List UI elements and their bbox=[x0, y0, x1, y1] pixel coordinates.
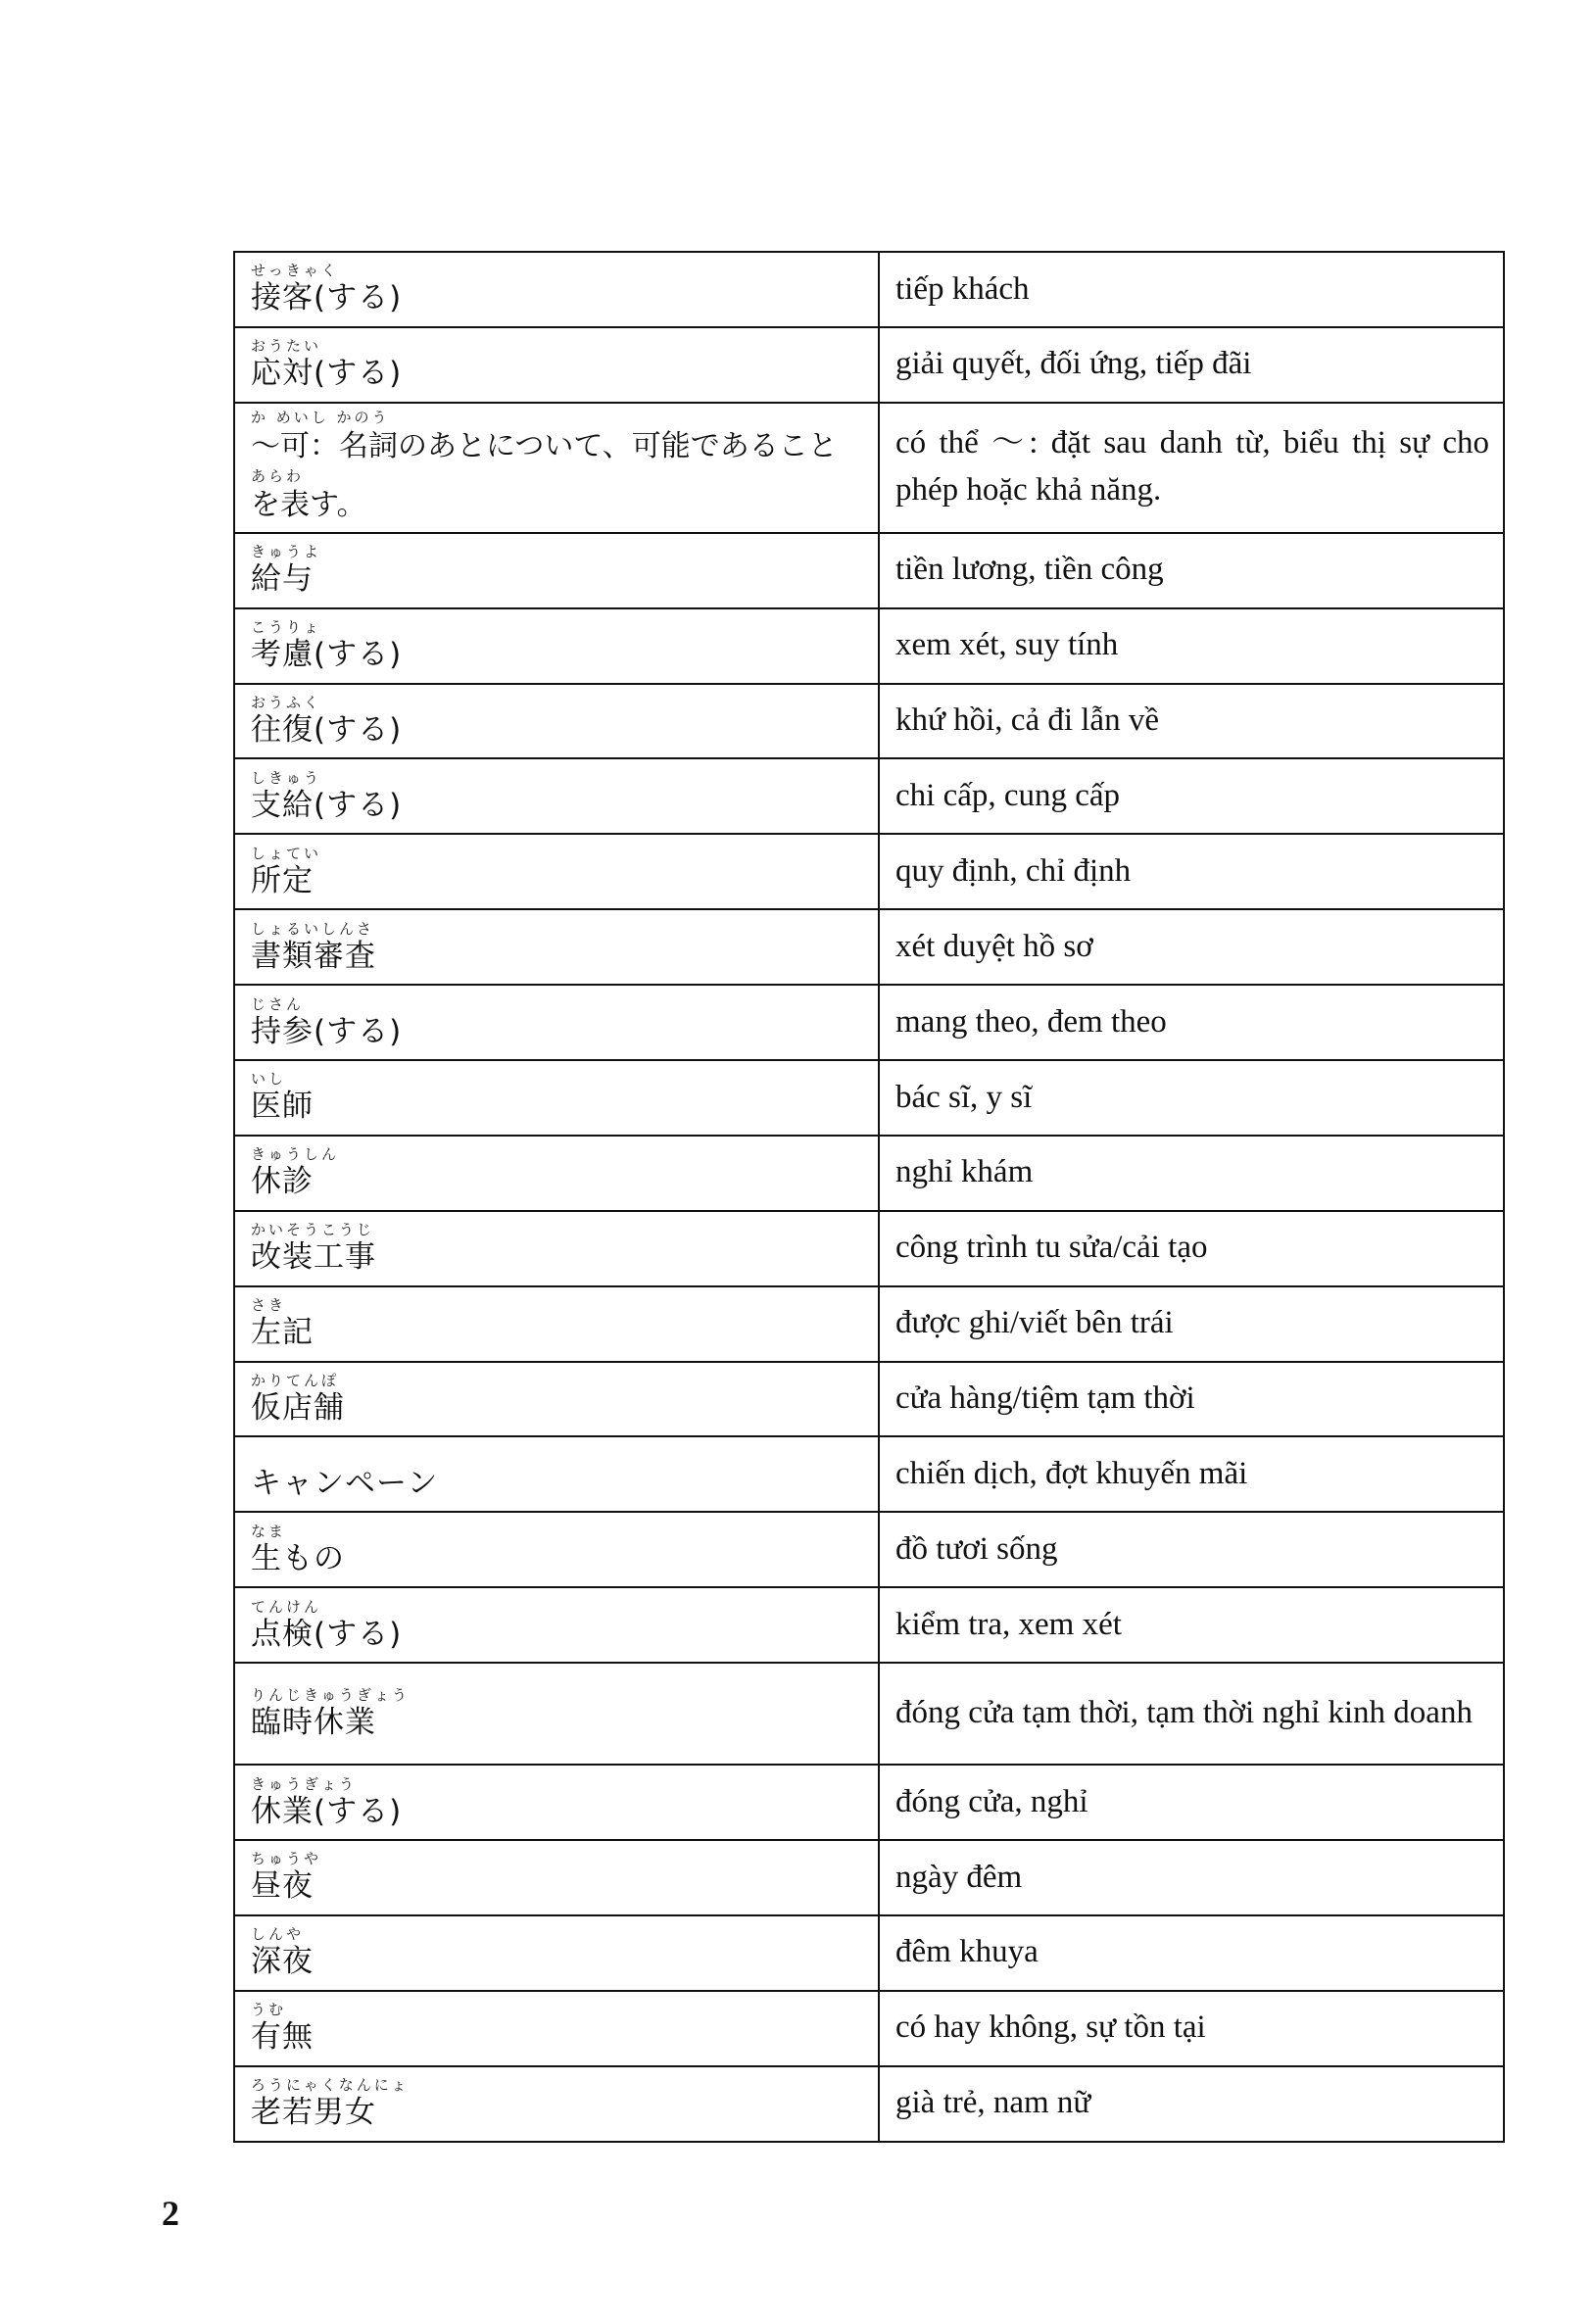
table-row bbox=[234, 834, 1504, 909]
japanese-term: 医師 bbox=[251, 1089, 314, 1125]
japanese-term-cell bbox=[234, 2066, 879, 2142]
japanese-term-cell bbox=[234, 1060, 879, 1136]
furigana-reading: うむ bbox=[251, 2001, 287, 2019]
vietnamese-meaning: khứ hồi, cả đi lẫn về bbox=[879, 684, 1504, 759]
japanese-term-cell bbox=[234, 1765, 879, 1840]
furigana-reading-line2: あらわ bbox=[251, 467, 305, 486]
table-row bbox=[234, 1915, 1504, 1991]
japanese-term: 左記 bbox=[251, 1315, 314, 1351]
furigana-reading: せっきゃく bbox=[251, 262, 339, 280]
vietnamese-meaning: nghỉ khám bbox=[879, 1136, 1504, 1211]
furigana-reading: か めいし かのう bbox=[251, 409, 390, 427]
japanese-term: 書類審査 bbox=[251, 938, 376, 974]
table-row bbox=[234, 1663, 1504, 1765]
furigana-reading: おうふく bbox=[251, 694, 322, 711]
vietnamese-meaning: đóng cửa, nghỉ bbox=[879, 1765, 1504, 1840]
japanese-term-cell bbox=[234, 1211, 879, 1286]
japanese-term: 改装工事 bbox=[251, 1239, 376, 1276]
japanese-term-cell bbox=[234, 327, 879, 403]
table-row bbox=[234, 1765, 1504, 1840]
japanese-term-cell bbox=[234, 834, 879, 909]
vietnamese-meaning: có hay không, sự tồn tại bbox=[879, 1991, 1504, 2066]
japanese-term: 休診 bbox=[251, 1164, 314, 1200]
table-row bbox=[234, 2066, 1504, 2142]
japanese-term: 支給(する) bbox=[251, 787, 403, 823]
japanese-term: 考慮(する) bbox=[251, 637, 403, 673]
japanese-term: 点検(する) bbox=[251, 1616, 403, 1652]
table-row bbox=[234, 1286, 1504, 1362]
vietnamese-meaning: mang theo, đem theo bbox=[879, 985, 1504, 1060]
vietnamese-meaning: xét duyệt hồ sơ bbox=[879, 909, 1504, 985]
vietnamese-meaning: bác sĩ, y sĩ bbox=[879, 1060, 1504, 1136]
vietnamese-meaning: kiểm tra, xem xét bbox=[879, 1587, 1504, 1663]
furigana-reading: おうたい bbox=[251, 337, 322, 356]
furigana-reading: しきゅう bbox=[251, 768, 322, 787]
table-row bbox=[234, 608, 1504, 684]
furigana-reading: りんじきゅうぎょう bbox=[251, 1686, 411, 1705]
furigana-reading: きゅうしん bbox=[251, 1145, 340, 1164]
furigana-reading: こうりょ bbox=[251, 618, 322, 637]
furigana-reading: かいそうこうじ bbox=[251, 1221, 375, 1239]
vietnamese-meaning: cửa hàng/tiệm tạm thời bbox=[879, 1362, 1504, 1437]
japanese-term: 持参(する) bbox=[251, 1013, 403, 1049]
japanese-term: 生もの bbox=[251, 1540, 345, 1576]
table-row bbox=[234, 1136, 1504, 1211]
vietnamese-meaning: giải quyết, đối ứng, tiếp đãi bbox=[879, 327, 1504, 403]
japanese-term-cell bbox=[234, 1436, 879, 1512]
japanese-term-cell bbox=[234, 1915, 879, 1991]
table-row bbox=[234, 1512, 1504, 1587]
vietnamese-meaning: công trình tu sửa/cải tạo bbox=[879, 1211, 1504, 1286]
japanese-term-cell bbox=[234, 758, 879, 834]
furigana-reading: ちゅうや bbox=[251, 1850, 322, 1868]
vocabulary-table bbox=[233, 251, 1505, 2143]
japanese-term: 老若男女 bbox=[251, 2095, 376, 2131]
table-row bbox=[234, 252, 1504, 327]
japanese-term: 往復(する) bbox=[251, 712, 403, 748]
japanese-term-cell bbox=[234, 1512, 879, 1587]
japanese-term-cell bbox=[234, 1840, 879, 1915]
japanese-term: キャンペーン bbox=[251, 1465, 439, 1501]
vietnamese-meaning: tiếp khách bbox=[879, 252, 1504, 327]
japanese-term: 臨時休業 bbox=[251, 1705, 376, 1741]
furigana-reading: しょるいしんさ bbox=[251, 919, 375, 938]
japanese-term-cell bbox=[234, 1587, 879, 1663]
japanese-term: 所定 bbox=[251, 862, 314, 898]
japanese-term: 給与 bbox=[251, 561, 314, 598]
japanese-term: 有無 bbox=[251, 2019, 314, 2056]
furigana-reading: きゅうよ bbox=[251, 543, 322, 561]
japanese-term-cell bbox=[234, 1663, 879, 1765]
furigana-reading: なま bbox=[251, 1522, 287, 1540]
furigana-reading: いし bbox=[251, 1070, 287, 1089]
vietnamese-meaning: chi cấp, cung cấp bbox=[879, 758, 1504, 834]
furigana-reading: しょてい bbox=[251, 844, 322, 862]
table-row bbox=[234, 1362, 1504, 1437]
table-row bbox=[234, 758, 1504, 834]
table-row bbox=[234, 403, 1504, 533]
japanese-term: 応対(する) bbox=[251, 356, 403, 392]
japanese-term: 仮店舗 bbox=[251, 1390, 345, 1427]
japanese-term: 深夜 bbox=[251, 1944, 314, 1980]
vietnamese-meaning: xem xét, suy tính bbox=[879, 608, 1504, 684]
furigana-reading: ろうにゃくなんにょ bbox=[251, 2076, 410, 2095]
vietnamese-meaning: đêm khuya bbox=[879, 1915, 1504, 1991]
japanese-term-cell bbox=[234, 1286, 879, 1362]
furigana-reading: じさん bbox=[251, 994, 305, 1013]
japanese-term: 〜可：名詞のあとについて、可能であること bbox=[251, 429, 838, 464]
table-row bbox=[234, 1211, 1504, 1286]
japanese-term-cell bbox=[234, 1991, 879, 2066]
vietnamese-meaning: đóng cửa tạm thời, tạm thời nghỉ kinh doanh bbox=[879, 1663, 1504, 1765]
vocabulary-table-body bbox=[234, 252, 1504, 2142]
vietnamese-meaning: đồ tươi sống bbox=[879, 1512, 1504, 1587]
vietnamese-meaning: được ghi/viết bên trái bbox=[879, 1286, 1504, 1362]
japanese-term-cell bbox=[234, 985, 879, 1060]
vietnamese-meaning: chiến dịch, đợt khuyến mãi bbox=[879, 1436, 1504, 1512]
japanese-term-cell bbox=[234, 1136, 879, 1211]
japanese-term-cell bbox=[234, 608, 879, 684]
page-number: 2 bbox=[162, 2194, 179, 2233]
furigana-reading: かりてんぽ bbox=[251, 1372, 340, 1390]
japanese-term: 昼夜 bbox=[251, 1868, 314, 1905]
vietnamese-meaning: già trẻ, nam nữ bbox=[879, 2066, 1504, 2142]
japanese-term: 休業(する) bbox=[251, 1793, 403, 1829]
table-row bbox=[234, 327, 1504, 403]
table-row bbox=[234, 1587, 1504, 1663]
table-row bbox=[234, 909, 1504, 985]
table-row bbox=[234, 1991, 1504, 2066]
furigana-reading bbox=[251, 1447, 878, 1465]
furigana-reading: きゅうぎょう bbox=[251, 1774, 358, 1793]
furigana-reading: さき bbox=[251, 1296, 287, 1315]
japanese-term: 接客(する) bbox=[251, 280, 403, 316]
table-row bbox=[234, 1840, 1504, 1915]
japanese-term-cell bbox=[234, 1362, 879, 1437]
japanese-term-cell bbox=[234, 909, 879, 985]
vietnamese-meaning: tiền lương, tiền công bbox=[879, 533, 1504, 608]
furigana-reading: しんや bbox=[251, 1925, 305, 1944]
furigana-reading: てんけん bbox=[251, 1597, 322, 1616]
table-row bbox=[234, 1060, 1504, 1136]
vietnamese-meaning: ngày đêm bbox=[879, 1840, 1504, 1915]
table-row bbox=[234, 985, 1504, 1060]
japanese-term-cell bbox=[234, 684, 879, 759]
table-row bbox=[234, 1436, 1504, 1512]
table-row bbox=[234, 533, 1504, 608]
vietnamese-meaning: có thể ～: đặt sau danh từ, biểu thị sự cho phép hoặc khả năng. bbox=[879, 403, 1504, 533]
japanese-term-line2: を表す。 bbox=[251, 488, 366, 523]
vietnamese-meaning: quy định, chỉ định bbox=[879, 834, 1504, 909]
table-row bbox=[234, 684, 1504, 759]
japanese-term-cell bbox=[234, 533, 879, 608]
japanese-term-cell bbox=[234, 252, 879, 327]
japanese-term-cell bbox=[234, 403, 879, 533]
